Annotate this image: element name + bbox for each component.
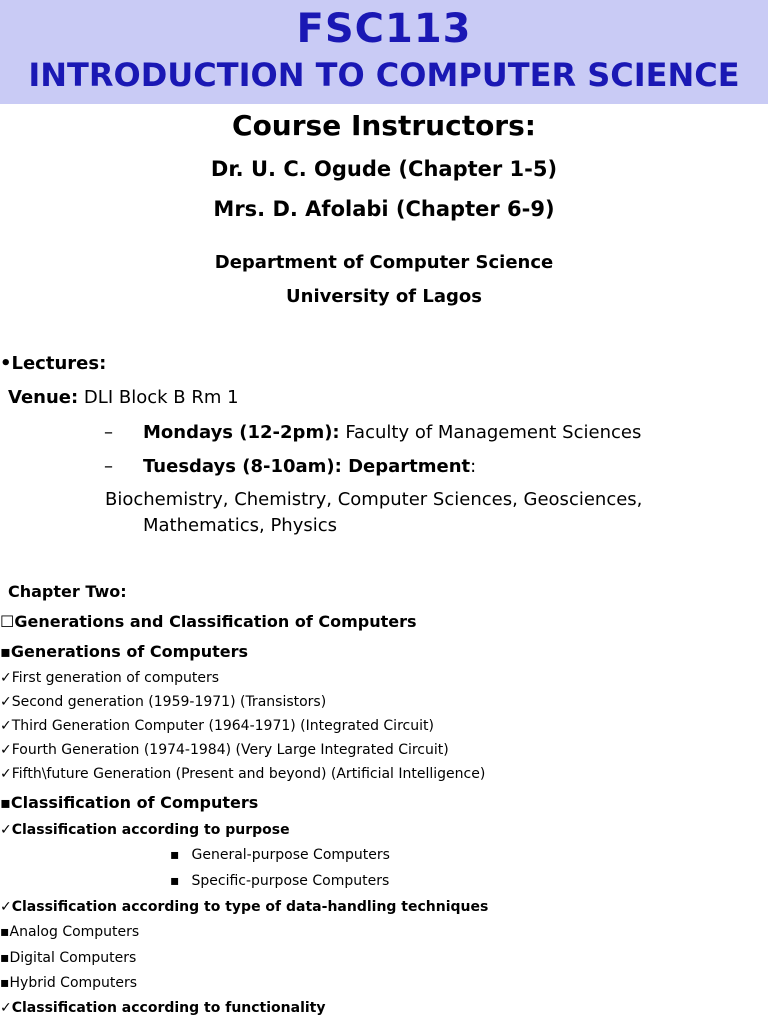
check-icon: ✓ (0, 670, 12, 686)
schedule-tuesday-day: Tuesdays (8-10am): Department (143, 456, 471, 477)
data-handling-item-2: ▪Digital Computers (0, 950, 137, 966)
university-name: University of Lagos (286, 286, 482, 307)
schedule-monday-day: Mondays (12-2pm): (143, 422, 340, 443)
instructors-heading: Course Instructors: (232, 109, 536, 142)
check-icon: ✓ (0, 766, 12, 782)
generation-item-5: ✓Fifth\future Generation (Present and beyond) (Artificial Intelligence) (0, 766, 486, 782)
check-icon: ✓ (0, 1000, 12, 1016)
square-bullet-icon: ▪ (0, 950, 10, 966)
generations-heading-text: Generations of Computers (10, 642, 249, 661)
data-handling-item-3: ▪Hybrid Computers (0, 975, 138, 991)
classification-purpose: ✓Classification according to purpose (0, 822, 290, 838)
data-handling-item-1: ▪Analog Computers (0, 924, 140, 940)
generation-item-4: ✓Fourth Generation (1974-1984) (Very Large Integrated Circuit) (0, 742, 449, 758)
venue-value: DLI Block B Rm 1 (78, 387, 239, 408)
classification-functionality: ✓Classification according to functionality (0, 1000, 326, 1016)
schedule-monday (143, 422, 641, 443)
square-bullet-icon: ▪ (0, 793, 11, 812)
classification-heading: ▪Classification of Computers (0, 793, 259, 812)
square-bullet-icon: ▪ (0, 642, 11, 661)
chapter-topic (0, 612, 417, 631)
generation-item-3: ✓Third Generation Computer (1964-1971) (Integrated Circuit) (0, 718, 434, 734)
venue-label: Venue: (8, 387, 79, 408)
schedule-dash-1: – (104, 422, 113, 443)
check-icon: ✓ (0, 742, 12, 758)
instructor-2: Mrs. D. Afolabi (Chapter 6-9) (213, 197, 555, 221)
square-bullet-icon: ▪ (0, 975, 10, 991)
square-bullet-icon: ▪ (0, 924, 10, 940)
checkbox-icon: ☐ (0, 612, 15, 631)
schedule-tuesday (143, 456, 476, 477)
generations-heading (0, 642, 248, 661)
schedule-monday-place: Faculty of Management Sciences (339, 422, 642, 443)
check-icon: ✓ (0, 718, 12, 734)
departments-line-1: Biochemistry, Chemistry, Computer Sciences, Geosciences, (105, 489, 643, 510)
check-icon: ✓ (0, 899, 12, 915)
check-icon: ✓ (0, 822, 12, 838)
schedule-tuesday-place: : (470, 456, 477, 477)
schedule-dash-2: – (104, 456, 113, 477)
square-bullet-icon: ▪ (170, 847, 180, 863)
venue-line (8, 387, 239, 408)
generation-item-2: ✓Second generation (1959-1971) (Transistors) (0, 694, 327, 710)
purpose-item-2: ▪ Specific-purpose Computers (170, 873, 390, 889)
lectures-heading: •Lectures: (0, 353, 107, 374)
instructor-1: Dr. U. C. Ogude (Chapter 1-5) (210, 157, 558, 181)
generation-item-1: ✓First generation of computers (0, 670, 219, 686)
square-bullet-icon: ▪ (170, 873, 180, 889)
purpose-item-1: ▪ General-purpose Computers (170, 847, 390, 863)
classification-data-handling: ✓Classification according to type of data-handling techniques (0, 899, 489, 915)
course-title: INTRODUCTION TO COMPUTER SCIENCE (28, 56, 740, 94)
check-icon: ✓ (0, 694, 12, 710)
chapter-heading: Chapter Two: (8, 582, 127, 601)
chapter-topic-text: Generations and Classification of Computers (14, 612, 417, 631)
course-code: FSC113 (296, 6, 472, 52)
department-name: Department of Computer Science (214, 252, 554, 273)
title-banner (0, 0, 768, 104)
departments-line-2: Mathematics, Physics (143, 515, 338, 536)
